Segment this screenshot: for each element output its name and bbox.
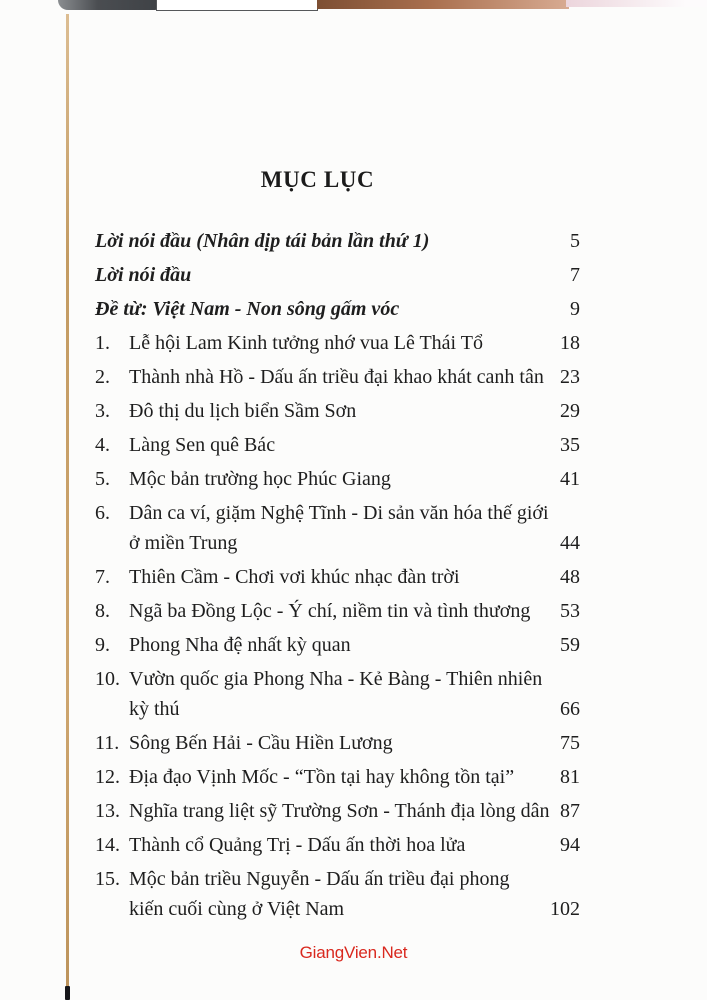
book-binding-line-tip [65, 986, 70, 1000]
entry-number: 4. [95, 434, 110, 456]
watermark: GiangVien.Net [299, 943, 408, 962]
entry-page-number: 35 [560, 434, 580, 456]
entry-title: Dân ca ví, giặm Nghệ Tĩnh - Di sản văn hóa thế giới ở miền Trung [129, 502, 549, 554]
toc-front-row [95, 294, 580, 324]
entry-page-number: 23 [560, 366, 580, 388]
toc-title: MỤC LỤC [260, 167, 375, 192]
toc-entry-row [95, 728, 580, 758]
toc-entry-row [95, 664, 580, 724]
entry-title: Lời nói đầu [95, 264, 192, 286]
entry-page-number: 9 [570, 298, 580, 320]
entry-page-number: 29 [560, 400, 580, 422]
entry-page-number: 75 [560, 732, 580, 754]
entry-title: Thành cổ Quảng Trị - Dấu ấn thời hoa lửa [129, 834, 466, 856]
entry-number: 5. [95, 468, 110, 490]
toc-entry-row [95, 630, 580, 660]
entry-title: Địa đạo Vịnh Mốc - “Tồn tại hay không tồn tại” [129, 766, 515, 788]
entry-page-number: 44 [560, 532, 580, 554]
entry-page-number: 102 [550, 898, 580, 920]
entry-title: Làng Sen quê Bác [129, 434, 276, 456]
entry-title: Vườn quốc gia Phong Nha - Kẻ Bàng - Thiên nhiên kỳ thú [129, 668, 543, 720]
entry-number: 9. [95, 634, 110, 656]
scan-edge-artifact-dark [58, 0, 158, 10]
entry-page-number: 48 [560, 566, 580, 588]
entry-page-number: 53 [560, 600, 580, 622]
entry-number: 3. [95, 400, 110, 422]
toc-entry-row [95, 498, 580, 558]
entry-title: Phong Nha đệ nhất kỳ quan [129, 634, 351, 656]
toc-list [95, 226, 580, 928]
entry-title: Lễ hội Lam Kinh tưởng nhớ vua Lê Thái Tổ [129, 332, 483, 354]
toc-entry-row [95, 562, 580, 592]
entry-number: 10. [95, 668, 120, 690]
entry-page-number: 41 [560, 468, 580, 490]
entry-number: 14. [95, 834, 120, 856]
entry-title: Nghĩa trang liệt sỹ Trường Sơn - Thánh địa lòng dân [129, 800, 550, 822]
entry-page-number: 18 [560, 332, 580, 354]
toc-entry-row [95, 864, 580, 924]
entry-number: 8. [95, 600, 110, 622]
entry-page-number: 7 [570, 264, 580, 286]
entry-number: 13. [95, 800, 120, 822]
entry-page-number: 66 [560, 698, 580, 720]
toc-entry-row [95, 596, 580, 626]
toc-entry-row [95, 464, 580, 494]
scan-edge-artifact-pink [566, 0, 707, 7]
entry-number: 11. [95, 732, 120, 754]
entry-title: Lời nói đầu (Nhân dịp tái bản lần thứ 1) [95, 230, 430, 252]
toc-entry-row [95, 362, 580, 392]
entry-number: 15. [95, 868, 120, 890]
book-binding-line [66, 14, 69, 986]
entry-title: Thành nhà Hồ - Dấu ấn triều đại khao khát canh tân [129, 366, 544, 388]
entry-page-number: 87 [560, 800, 580, 822]
entry-number: 12. [95, 766, 120, 788]
entry-number: 7. [95, 566, 110, 588]
toc-front-row [95, 226, 580, 256]
entry-page-number: 94 [560, 834, 580, 856]
toc-entry-row [95, 396, 580, 426]
entry-title: Sông Bến Hải - Cầu Hiền Lương [129, 732, 393, 754]
toc-entry-row [95, 762, 580, 792]
toc-entry-row [95, 430, 580, 460]
toc-entry-row [95, 328, 580, 358]
toc-entry-row [95, 830, 580, 860]
toc-front-row [95, 260, 580, 290]
entry-title: Mộc bản trường học Phúc Giang [129, 468, 391, 490]
entry-title: Ngã ba Đồng Lộc - Ý chí, niềm tin và tình thương [129, 600, 531, 622]
entry-page-number: 81 [560, 766, 580, 788]
entry-title: Thiên Cầm - Chơi vơi khúc nhạc đàn trời [129, 566, 460, 588]
scan-edge-artifact-white-card [156, 0, 318, 11]
entry-number: 1. [95, 332, 110, 354]
entry-number: 2. [95, 366, 110, 388]
entry-title: Đề từ: Việt Nam - Non sông gấm vóc [95, 298, 400, 320]
entry-page-number: 59 [560, 634, 580, 656]
entry-title: Mộc bản triều Nguyễn - Dấu ấn triều đại phong kiến cuối cùng ở Việt Nam [129, 868, 510, 920]
entry-number: 6. [95, 502, 110, 524]
toc-entry-row [95, 796, 580, 826]
entry-page-number: 5 [570, 230, 580, 252]
entry-title: Đô thị du lịch biển Sầm Sơn [129, 400, 357, 422]
scan-edge-artifact-brown [317, 0, 569, 9]
